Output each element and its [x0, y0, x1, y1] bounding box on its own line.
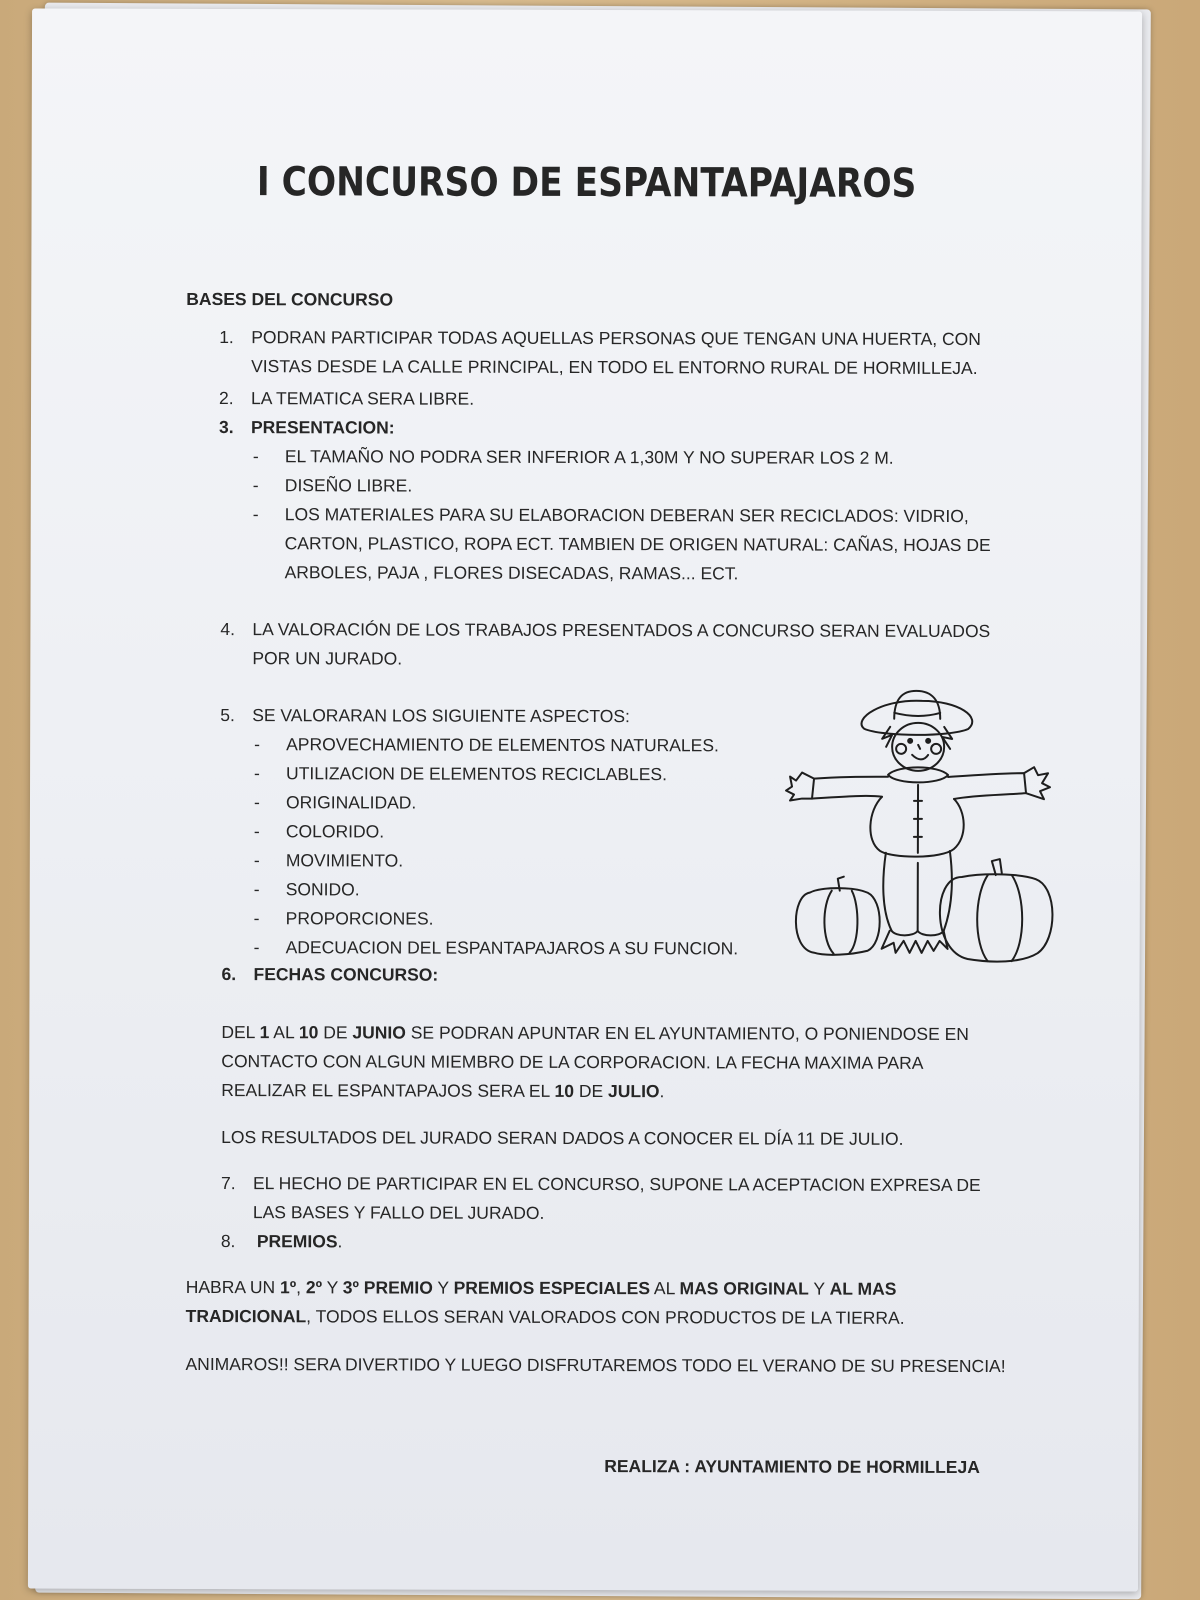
pumpkin-right-icon: [940, 859, 1053, 962]
rule-7-line-2: LAS BASES Y FALLO DEL JURADO.: [252, 1202, 545, 1223]
aspect-item: ORIGINALIDAD.: [285, 792, 417, 813]
rule-4-line-2: POR UN JURADO.: [252, 648, 403, 669]
rule-3-bullet-size: EL TAMAÑO NO PODRA SER INFERIOR A 1,30M Y NO SUPERAR LOS 2 M.: [284, 446, 894, 468]
rule-7-number: 7.: [220, 1173, 236, 1194]
aspect-item: PROPORCIONES.: [285, 908, 434, 929]
rule-3-heading: PRESENTACION:: [250, 417, 395, 438]
text: , TODOS ELLOS SERAN VALORADOS CON PRODUCTOS DE LA TIERRA.: [306, 1306, 905, 1328]
rule-1-number: 1.: [219, 327, 234, 348]
text: .: [659, 1081, 665, 1102]
text: AL: [269, 1022, 299, 1043]
most-traditional-end: TRADICIONAL: [185, 1305, 307, 1327]
footer-signature: REALIZA : AYUNTAMIENTO DE HORMILLEJA: [604, 1456, 980, 1478]
fechas-paragraph-line-2: CONTACTO CON ALGUN MIEMBRO DE LA CORPORACION. LA FECHA MAXIMA PARA: [221, 1051, 924, 1073]
date-end-day: 10: [298, 1022, 319, 1043]
aspect-dash: -: [253, 792, 260, 813]
rule-6-heading: FECHAS CONCURSO:: [253, 964, 439, 985]
rule-3-dash: -: [252, 504, 259, 525]
date-start-day: 1: [259, 1022, 270, 1043]
month-july: JULIO: [607, 1081, 660, 1102]
text: REALIZAR EL ESPANTAPAJOS SERA EL: [221, 1080, 555, 1101]
most-original: MAS ORIGINAL: [679, 1278, 809, 1299]
text: HABRA UN: [185, 1276, 281, 1298]
text: DEL: [221, 1022, 260, 1043]
aspect-item: ADECUACION DEL ESPANTAPAJAROS A SU FUNCION.: [285, 937, 739, 959]
rule-3-dash: -: [252, 475, 259, 496]
aspect-item: SONIDO.: [285, 879, 360, 900]
pumpkin-left-icon: [796, 877, 880, 955]
most-traditional-start: AL MAS: [829, 1278, 897, 1299]
text: Y: [432, 1277, 454, 1298]
rule-3-bullet-design: DISEÑO LIBRE.: [284, 475, 413, 496]
flyer-page: [28, 9, 1142, 1592]
deadline-day: 10: [554, 1080, 574, 1101]
face-icon: [892, 723, 944, 771]
text: SE PODRAN APUNTAR EN EL AYUNTAMIENTO, O PONIENDOSE EN: [405, 1022, 969, 1045]
bases-heading: BASES DEL CONCURSO: [186, 288, 394, 310]
second-prize: 2º: [305, 1277, 323, 1298]
aspect-item: UTILIZACION DE ELEMENTOS RECICLABLES.: [286, 763, 667, 785]
aspect-item: MOVIMIENTO.: [285, 850, 404, 871]
aspect-dash: -: [253, 879, 260, 900]
aspect-dash: -: [253, 908, 260, 929]
scarecrow-illustration: [782, 681, 1055, 982]
text: ,: [296, 1277, 306, 1298]
premios-label: PREMIOS: [256, 1231, 338, 1252]
text: DE: [573, 1080, 609, 1102]
fechas-paragraph-line-3: [221, 1076, 664, 1106]
rule-3-bullet-materials-line-1: LOS MATERIALES PARA SU ELABORACION DEBERAN SER RECICLADOS: VIDRIO,: [284, 504, 969, 527]
text: Y: [322, 1277, 343, 1298]
first-prize: 1º: [280, 1277, 297, 1298]
rule-3-bullet-materials-line-2: CARTON, PLASTICO, ROPA ECT. TAMBIEN DE ORIGEN NATURAL: CAÑAS, HOJAS DE: [284, 533, 991, 556]
rule-1-line-2: VISTAS DESDE LA CALLE PRINCIPAL, EN TODO EL ENTORNO RURAL DE HORMILLEJA.: [251, 356, 978, 379]
rule-4-line-1: LA VALORACIÓN DE LOS TRABAJOS PRESENTADOS A CONCURSO SERAN EVALUADOS: [252, 619, 991, 642]
rule-2-number: 2.: [219, 388, 234, 409]
closing-message: ANIMAROS!! SERA DIVERTIDO Y LUEGO DISFRUTAREMOS TODO EL VERANO DE SU PRESENCIA!: [185, 1353, 1006, 1377]
rule-7-line-1: EL HECHO DE PARTICIPAR EN EL CONCURSO, SUPONE LA ACEPTACION EXPRESA DE: [252, 1173, 981, 1196]
fechas-paragraph-line-1: [221, 1018, 969, 1049]
rule-8-heading: [257, 1227, 343, 1256]
body-icon: [870, 785, 964, 857]
aspect-dash: -: [253, 850, 260, 871]
text: DE: [318, 1022, 353, 1043]
text: .: [337, 1231, 343, 1252]
rule-8-number: 8.: [220, 1231, 236, 1252]
premios-paragraph-line-2: [186, 1302, 905, 1333]
rule-6-number: 6.: [221, 964, 237, 985]
rule-5-heading: SE VALORARAN LOS SIGUIENTE ASPECTOS:: [252, 705, 630, 727]
aspect-item: COLORIDO.: [285, 821, 385, 842]
rule-3-number: 3.: [218, 417, 234, 438]
aspect-item: APROVECHAMIENTO DE ELEMENTOS NATURALES.: [286, 734, 719, 756]
aspect-dash: -: [254, 763, 260, 784]
aspect-dash: -: [254, 734, 260, 755]
rule-5-number: 5.: [220, 705, 235, 726]
rule-3-dash: -: [252, 446, 259, 467]
hat-icon: [861, 691, 972, 735]
premios-paragraph-line-1: [186, 1273, 897, 1304]
third-prize: 3º PREMIO: [342, 1277, 433, 1298]
page-title: I CONCURSO DE ESPANTAPAJAROS: [256, 159, 917, 207]
aspect-dash: -: [253, 821, 260, 842]
aspect-dash: -: [253, 937, 260, 958]
rule-4-number: 4.: [220, 619, 236, 640]
text: AL: [650, 1278, 680, 1299]
rule-3-bullet-materials-line-3: ARBOLES, PAJA , FLORES DISECADAS, RAMAS... ECT.: [284, 562, 739, 584]
month-june: JUNIO: [352, 1022, 406, 1043]
text: Y: [808, 1278, 830, 1299]
rule-2-text: LA TEMATICA SERA LIBRE.: [251, 388, 475, 409]
rule-1-line-1: PODRAN PARTICIPAR TODAS AQUELLAS PERSONAS QUE TENGAN UNA HUERTA, CON: [251, 327, 981, 350]
results-paragraph: LOS RESULTADOS DEL JURADO SERAN DADOS A CONOCER EL DÍA 11 DE JULIO.: [221, 1127, 904, 1149]
special-prizes: PREMIOS ESPECIALES: [453, 1277, 651, 1299]
